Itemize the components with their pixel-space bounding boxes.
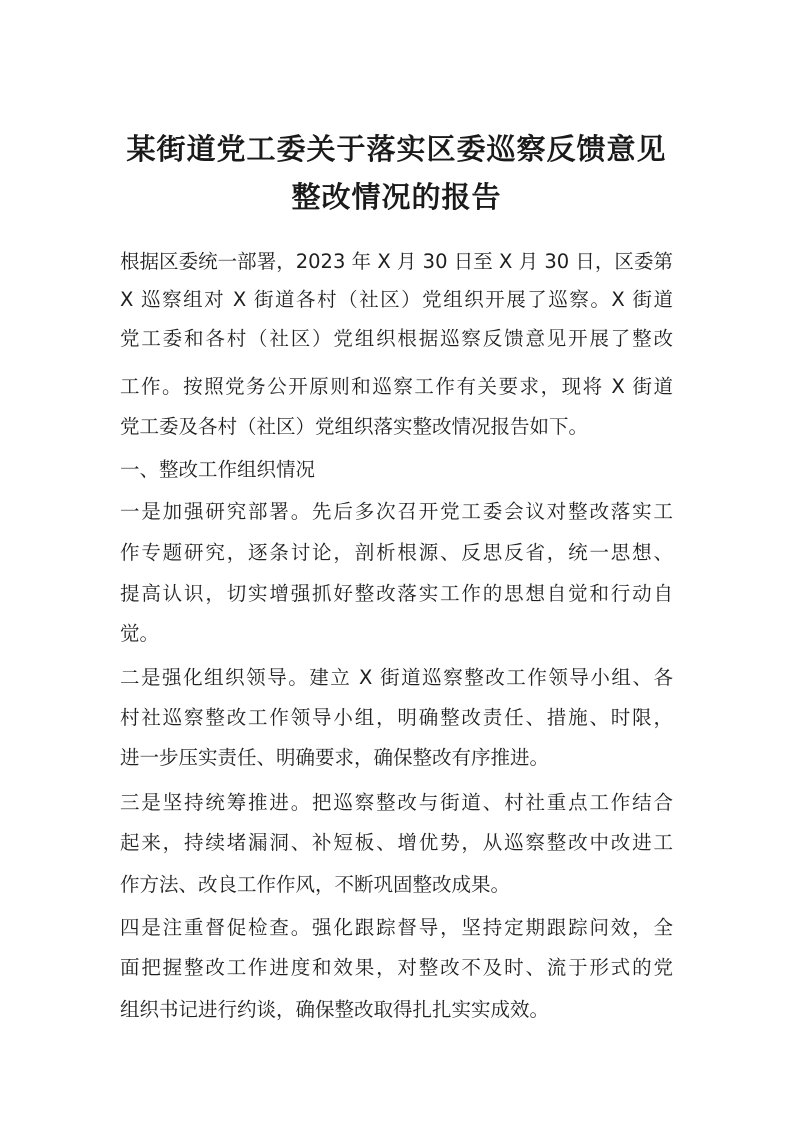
body-line: 觉。: [120, 622, 160, 645]
body-line: 提高认识，切实增强抓好整改落实工作的思想自觉和行动自: [120, 582, 673, 605]
body-line: X 巡察组对 X 街道各村（社区）党组织开展了巡察。X 街道: [120, 288, 673, 311]
document-title-line-1: 某街道党工委关于落实区委巡察反馈意见: [126, 132, 667, 166]
section-heading: 一、整改工作组织情况: [120, 458, 316, 481]
body-line: 面把握整改工作进度和效果，对整改不及时、流于形式的党: [120, 956, 673, 979]
body-line: 一是加强研究部署。先后多次召开党工委会议对整改落实工: [120, 500, 673, 523]
body-line: 工作。按照党务公开原则和巡察工作有关要求，现将 X 街道: [120, 375, 673, 398]
body-line: 起来，持续堵漏洞、补短板、增优势，从巡察整改中改进工: [120, 831, 673, 854]
body-line: 根据区委统一部署，2023 年 X 月 30 日至 X 月 30 日，区委第: [120, 250, 673, 273]
body-line: 进一步压实责任、明确要求，确保整改有序推进。: [120, 746, 550, 769]
body-line: 组织书记进行约谈，确保整改取得扎扎实实成效。: [120, 998, 550, 1021]
body-line: 作方法、改良工作作风，不断巩固整改成果。: [120, 873, 511, 896]
body-line: 作专题研究，逐条讨论，剖析根源、反思反省，统一思想、: [120, 541, 673, 564]
body-line: 党工委和各村（社区）党组织根据巡察反馈意见开展了整改: [120, 327, 673, 350]
body-line: 二是强化组织领导。建立 X 街道巡察整改工作领导小组、各: [120, 666, 673, 689]
body-line: 四是注重督促检查。强化跟踪督导，坚持定期跟踪问效，全: [120, 916, 673, 939]
document-title-line-2: 整改情况的报告: [291, 180, 502, 214]
body-line: 村社巡察整改工作领导小组，明确整改责任、措施、时限，: [120, 706, 673, 729]
body-line: 党工委及各村（社区）党组织落实整改情况报告如下。: [120, 415, 589, 438]
body-line: 三是坚持统筹推进。把巡察整改与街道、村社重点工作结合: [120, 791, 673, 814]
